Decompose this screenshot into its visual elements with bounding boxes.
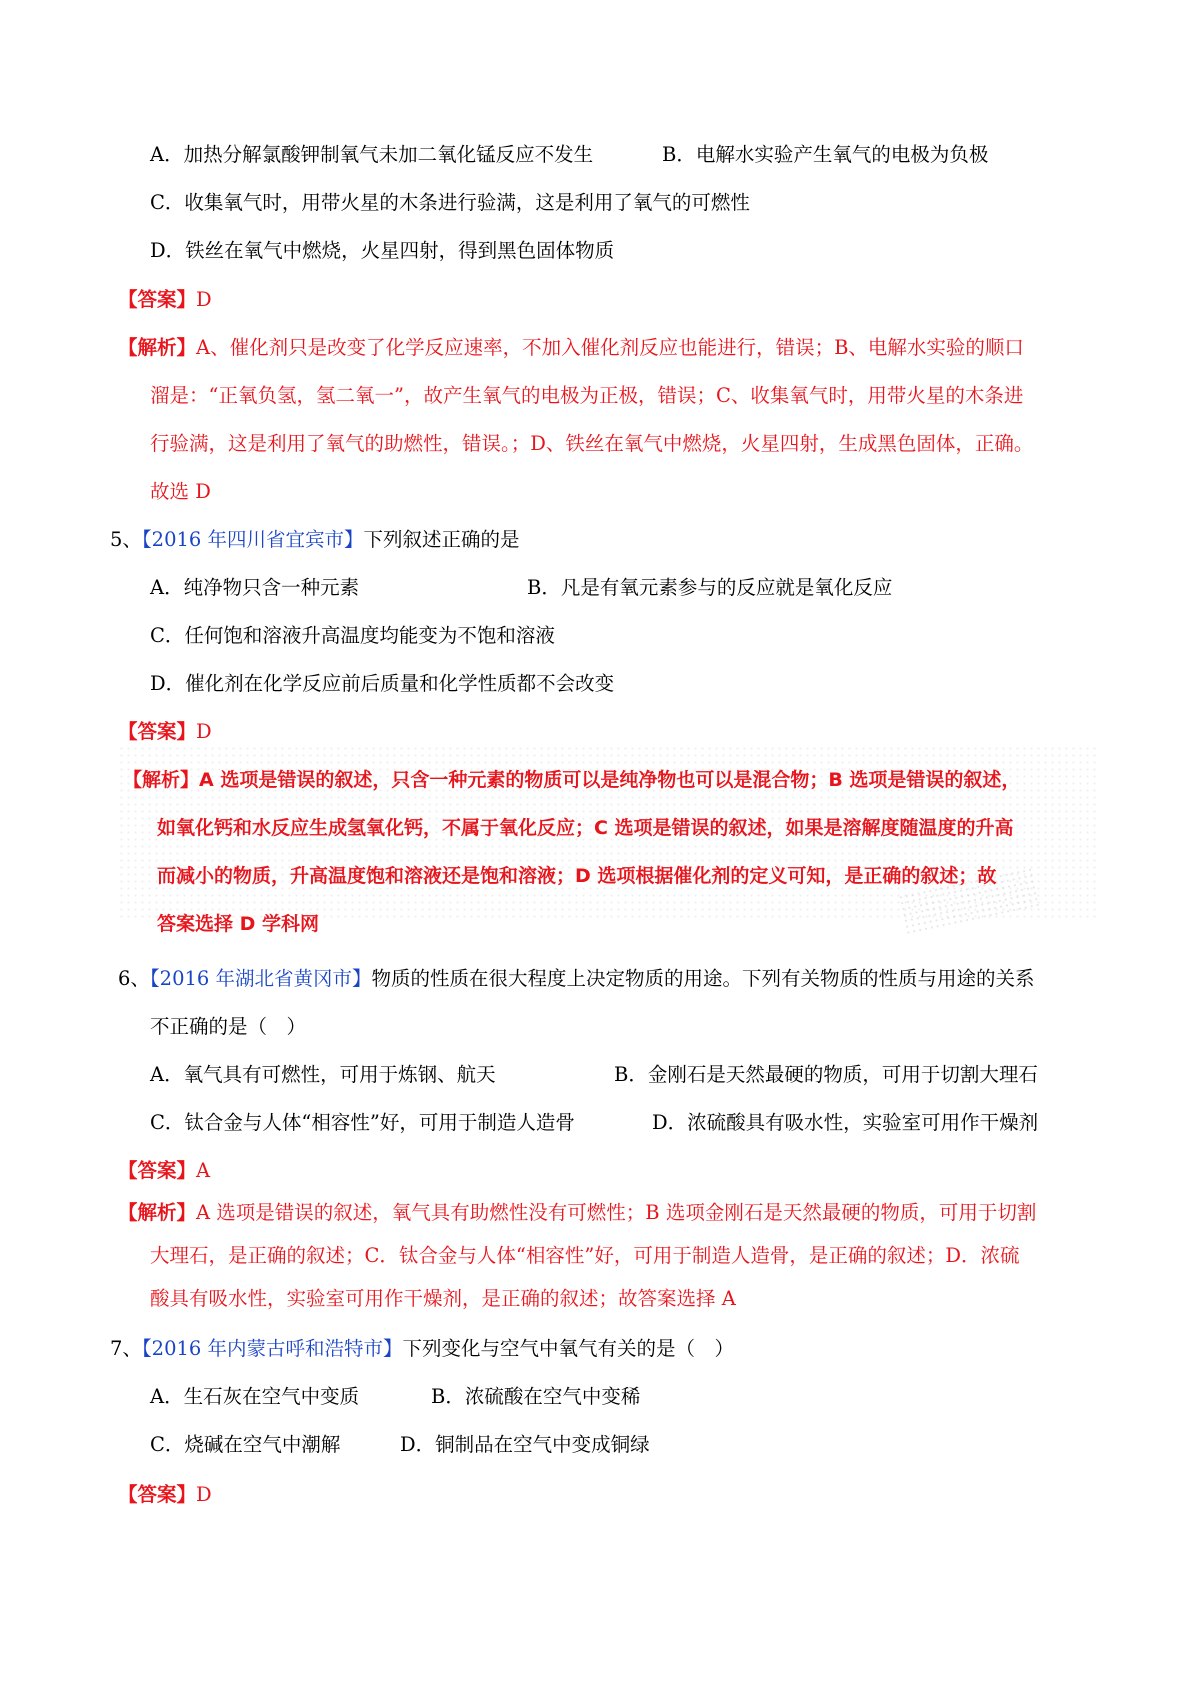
answer-value: A (196, 1159, 211, 1182)
prev-option-a: A．加热分解氯酸钾制氧气未加二氧化锰反应不发生 (150, 143, 594, 166)
question-number: 5、 (110, 528, 142, 551)
question-number: 7、 (110, 1337, 142, 1360)
answer-value: D (196, 288, 212, 311)
prev-analysis-line-2: 溜是：“正氧负氢，氢二氧一”，故产生氧气的电极为正极，错误；C、收集氧气时，用带火星的木条进 (150, 384, 1024, 407)
q7-answer (118, 1482, 212, 1508)
q5-answer (118, 719, 212, 745)
answer-value: D (196, 720, 212, 743)
q5-analysis-line-2: 如氧化钙和水反应生成氢氧化钙，不属于氧化反应；C 选项是错误的叙述，如果是溶解度随温度的升高 (157, 817, 1014, 839)
question-source: 【2016 年湖北省黄冈市】 (149, 967, 372, 990)
analysis-label: 【解析】 (123, 769, 200, 791)
q7-option-a: A．生石灰在空气中变质 (150, 1385, 360, 1408)
prev-analysis-line-1: 【解析】A、催化剂只是改变了化学反应速率，不加入催化剂反应也能进行，错误；B、电解水实验的顺口 (118, 336, 1024, 359)
q6-option-d: D．浓硫酸具有吸水性，实验室可用作干燥剂 (652, 1111, 1039, 1134)
q5-option-a: A．纯净物只含一种元素 (150, 576, 360, 599)
prev-option-c: C．收集氧气时，用带火星的木条进行验满，这是利用了氧气的可燃性 (150, 191, 750, 214)
answer-label: 【答案】 (118, 720, 197, 743)
q5-option-b: B．凡是有氧元素参与的反应就是氧化反应 (527, 576, 893, 599)
q6-analysis-line-3: 酸具有吸水性，实验室可用作干燥剂，是正确的叙述；故答案选择 A (150, 1287, 736, 1310)
question-6-stem (118, 966, 1035, 992)
answer-label: 【答案】 (118, 288, 197, 311)
q6-analysis-line-2: 大理石，是正确的叙述；C．钛合金与人体“相容性”好，可用于制造人造骨，是正确的叙述；D．浓硫 (150, 1244, 1020, 1267)
q6-option-a: A．氧气具有可燃性，可用于炼钢、航天 (150, 1063, 496, 1086)
q6-option-b: B．金刚石是天然最硬的物质，可用于切割大理石 (614, 1063, 1038, 1086)
question-number: 6、 (118, 967, 150, 990)
question-text: 下列叙述正确的是 (363, 528, 520, 551)
q6-answer (118, 1158, 210, 1184)
q6-option-c: C．钛合金与人体“相容性”好，可用于制造人造骨 (150, 1111, 575, 1134)
q5-analysis-line-1: 【解析】A 选项是错误的叙述，只含一种元素的物质可以是纯净物也可以是混合物；B 选项是错误的叙述， (123, 769, 1021, 791)
prev-option-d: D．铁丝在氧气中燃烧，火星四射，得到黑色固体物质 (150, 239, 615, 262)
question-text: 下列变化与空气中氧气有关的是（ ） (402, 1337, 735, 1360)
answer-value: D (196, 1483, 212, 1506)
q6-stem-line-2: 不正确的是（ ） (150, 1015, 307, 1038)
q5-option-d: D．催化剂在化学反应前后质量和化学性质都不会改变 (150, 672, 615, 695)
prev-analysis-line-3: 行验满，这是利用了氧气的助燃性，错误。；D、铁丝在氧气中燃烧，火星四射，生成黑色固体，正确。 (150, 432, 1034, 455)
analysis-label: 【解析】 (118, 336, 197, 359)
question-7-stem (110, 1336, 734, 1362)
answer-label: 【答案】 (118, 1159, 197, 1182)
prev-answer (118, 287, 212, 313)
q7-option-d: D．铜制品在空气中变成铜绿 (400, 1433, 650, 1456)
q7-option-c: C．烧碱在空气中潮解 (150, 1433, 341, 1456)
prev-analysis-line-4: 故选 D (150, 480, 211, 503)
analysis-label: 【解析】 (118, 1201, 197, 1224)
q5-analysis-line-4: 答案选择 D 学科网 (157, 913, 320, 935)
question-source: 【2016 年四川省宜宾市】 (141, 528, 364, 551)
q7-option-b: B．浓硫酸在空气中变稀 (431, 1385, 641, 1408)
q5-option-c: C．任何饱和溶液升高温度均能变为不饱和溶液 (150, 624, 555, 647)
q5-analysis-line-3: 而减小的物质，升高温度饱和溶液还是饱和溶液；D 选项根据催化剂的定义可知，是正确的叙述；故 (157, 865, 997, 887)
answer-label: 【答案】 (118, 1483, 197, 1506)
question-text: 物质的性质在很大程度上决定物质的用途。下列有关物质的性质与用途的关系 (371, 967, 1035, 990)
question-5-stem (110, 527, 520, 553)
q6-analysis-line-1: 【解析】A 选项是错误的叙述，氧气具有助燃性没有可燃性；B 选项金刚石是天然最硬的物质，可用于切割 (118, 1201, 1037, 1224)
question-source: 【2016 年内蒙古呼和浩特市】 (141, 1337, 403, 1360)
prev-option-b: B．电解水实验产生氧气的电极为负极 (662, 143, 989, 166)
